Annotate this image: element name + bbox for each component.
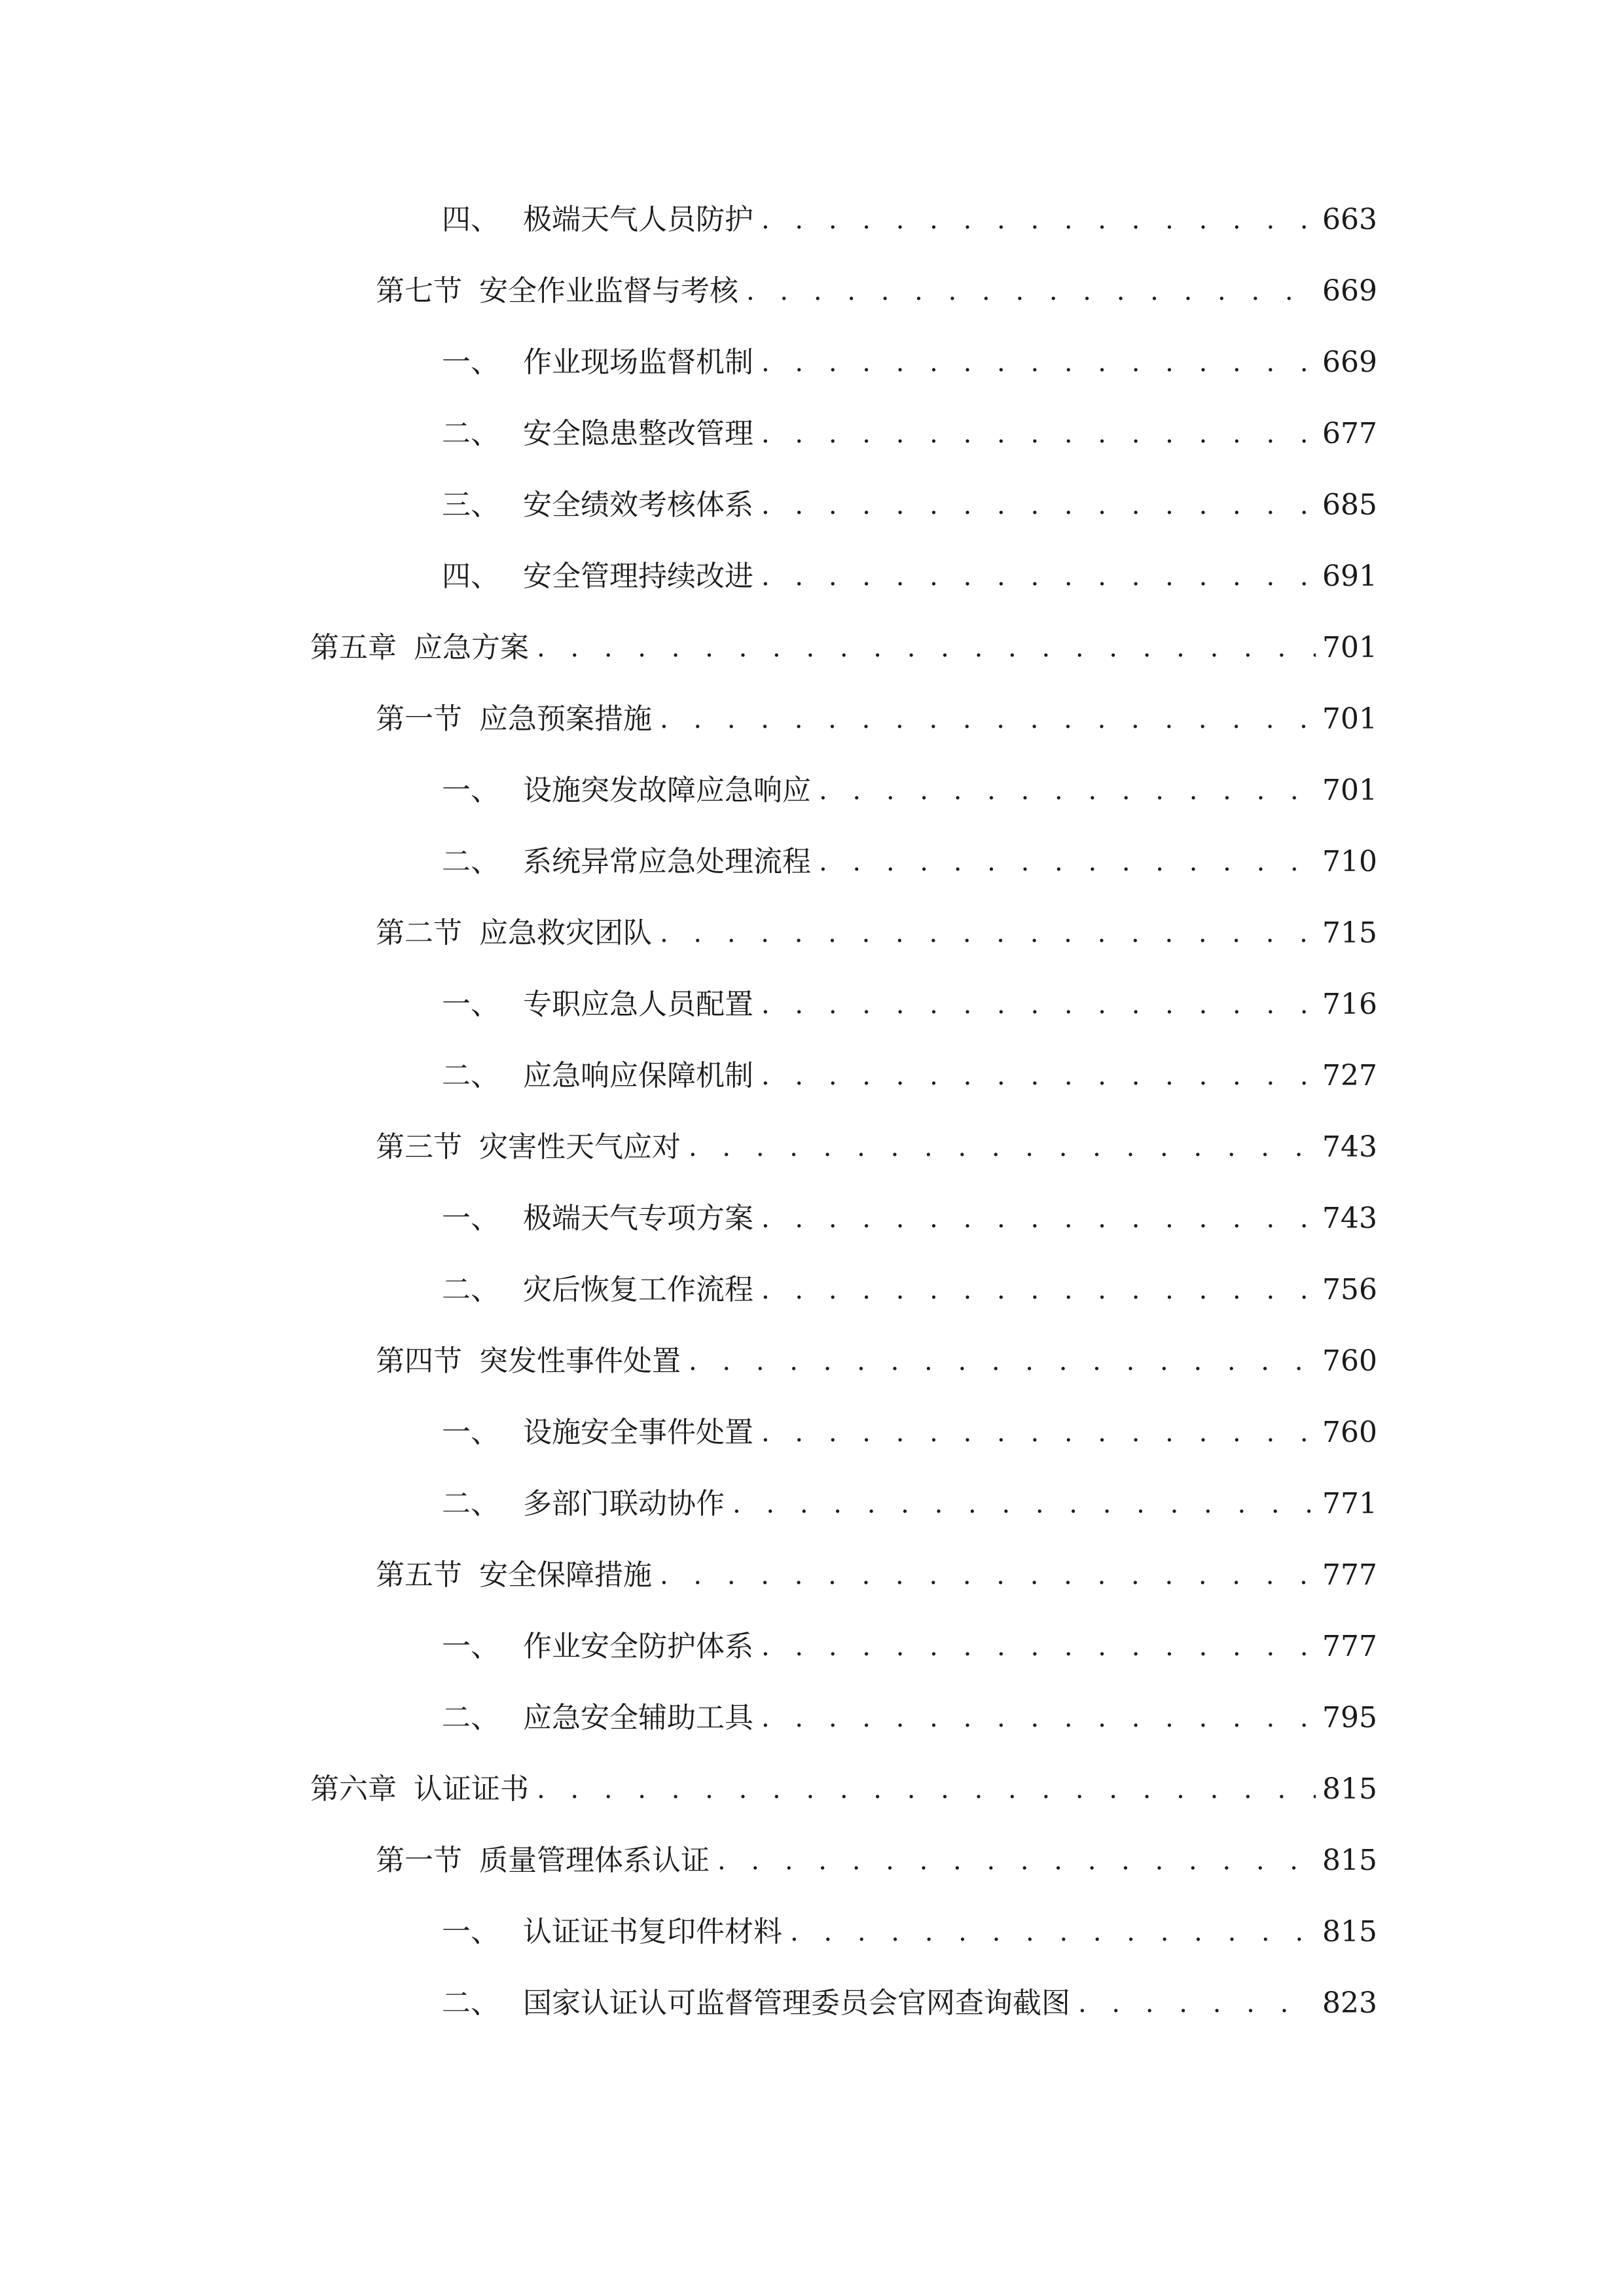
toc-entry-number: 四、 bbox=[442, 203, 499, 236]
toc-entry-number: 二、 bbox=[442, 845, 499, 878]
toc-entry[interactable] bbox=[442, 1621, 1377, 1673]
toc-entry-title: 应急安全辅助工具 bbox=[523, 1701, 753, 1734]
toc-dot-leader bbox=[761, 194, 1316, 246]
toc-entry-page: 760 bbox=[1322, 1344, 1377, 1378]
toc-entry-page: 771 bbox=[1322, 1487, 1377, 1520]
toc-entry-title: 质量管理体系认证 bbox=[479, 1844, 710, 1877]
toc-entry[interactable] bbox=[442, 836, 1377, 888]
toc-dot-leader bbox=[537, 622, 1316, 674]
toc-entry-title: 多部门联动协作 bbox=[523, 1487, 725, 1520]
toc-entry[interactable] bbox=[376, 1835, 1377, 1887]
toc-dot-leader bbox=[761, 1050, 1316, 1102]
toc-entry[interactable] bbox=[442, 1193, 1377, 1245]
toc-entry-number: 二、 bbox=[442, 1701, 499, 1734]
toc-dot-leader bbox=[761, 1264, 1316, 1316]
toc-entry-page: 743 bbox=[1322, 1130, 1377, 1164]
toc-entry-page: 701 bbox=[1322, 631, 1377, 664]
toc-entry-number: 一、 bbox=[442, 1630, 499, 1663]
toc-entry[interactable] bbox=[442, 1478, 1377, 1530]
toc-entry-title: 作业现场监督机制 bbox=[523, 346, 753, 379]
toc-entry[interactable] bbox=[376, 1121, 1377, 1174]
toc-entry-page: 669 bbox=[1322, 346, 1377, 379]
toc-entry-number: 二、 bbox=[442, 1986, 499, 2020]
toc-entry-number: 一、 bbox=[442, 346, 499, 379]
toc-entry-number: 一、 bbox=[442, 1416, 499, 1449]
toc-entry[interactable] bbox=[442, 194, 1377, 246]
toc-entry-number: 二、 bbox=[442, 1487, 499, 1520]
toc-dot-leader bbox=[732, 1478, 1316, 1530]
toc-entry-title: 应急方案 bbox=[414, 631, 529, 664]
toc-entry-page: 795 bbox=[1322, 1701, 1377, 1734]
toc-dot-leader bbox=[761, 1193, 1316, 1245]
toc-dot-leader bbox=[1078, 1977, 1316, 2030]
toc-entry-title: 系统异常应急处理流程 bbox=[523, 845, 811, 878]
toc-entry-page: 669 bbox=[1322, 274, 1377, 308]
toc-entry-title: 应急预案措施 bbox=[479, 702, 652, 736]
toc-entry[interactable] bbox=[376, 1549, 1377, 1602]
toc-entry-page: 701 bbox=[1322, 702, 1377, 736]
toc-entry-page: 727 bbox=[1322, 1059, 1377, 1092]
toc-entry[interactable] bbox=[442, 1906, 1377, 1958]
toc-entry[interactable] bbox=[442, 978, 1377, 1031]
toc-entry-page: 743 bbox=[1322, 1202, 1377, 1235]
toc-entry-title: 专职应急人员配置 bbox=[523, 988, 753, 1021]
toc-entry-chapter[interactable] bbox=[310, 622, 1377, 674]
toc-entry-page: 760 bbox=[1322, 1416, 1377, 1449]
toc-entry-number: 四、 bbox=[442, 560, 499, 593]
toc-dot-leader bbox=[761, 1407, 1316, 1459]
toc-entry-title: 安全隐患整改管理 bbox=[523, 417, 753, 450]
toc-entry-number: 第七节 bbox=[376, 274, 462, 308]
toc-entry-number: 一、 bbox=[442, 774, 499, 807]
toc-entry-page: 715 bbox=[1322, 916, 1377, 950]
toc-entry-page: 777 bbox=[1322, 1630, 1377, 1663]
toc-dot-leader bbox=[660, 907, 1316, 960]
toc-entry-title: 极端天气人员防护 bbox=[523, 203, 753, 236]
toc-entry-chapter[interactable] bbox=[310, 1763, 1377, 1816]
toc-entry-title: 设施安全事件处置 bbox=[523, 1416, 753, 1449]
toc-entry-title: 安全管理持续改进 bbox=[523, 560, 753, 593]
toc-entry-page: 756 bbox=[1322, 1273, 1377, 1306]
toc-entry-number: 二、 bbox=[442, 1059, 499, 1092]
toc-dot-leader bbox=[761, 978, 1316, 1031]
toc-entry-number: 第六章 bbox=[310, 1772, 397, 1806]
toc-entry[interactable] bbox=[442, 336, 1377, 389]
toc-entry-title: 国家认证认可监督管理委员会官网查询截图 bbox=[523, 1986, 1070, 2020]
toc-entry-number: 第二节 bbox=[376, 916, 462, 950]
toc-entry-number: 第一节 bbox=[376, 1844, 462, 1877]
toc-dot-leader bbox=[819, 836, 1316, 888]
toc-dot-leader bbox=[746, 265, 1316, 317]
toc-entry-number: 第三节 bbox=[376, 1130, 462, 1164]
toc-dot-leader bbox=[660, 693, 1316, 745]
toc-dot-leader bbox=[537, 1763, 1316, 1816]
toc-entry-page: 716 bbox=[1322, 988, 1377, 1021]
toc-entry-page: 677 bbox=[1322, 417, 1377, 450]
toc-entry[interactable] bbox=[442, 764, 1377, 817]
toc-entry[interactable] bbox=[442, 1050, 1377, 1102]
toc-entry[interactable] bbox=[442, 1407, 1377, 1459]
toc-dot-leader bbox=[819, 764, 1316, 817]
toc-entry[interactable] bbox=[442, 408, 1377, 460]
toc-entry-title: 极端天气专项方案 bbox=[523, 1202, 753, 1235]
toc-dot-leader bbox=[761, 1692, 1316, 1744]
toc-entry-number: 二、 bbox=[442, 1273, 499, 1306]
toc-dot-leader bbox=[761, 479, 1316, 531]
toc-entry[interactable] bbox=[442, 1977, 1377, 2030]
toc-entry[interactable] bbox=[376, 907, 1377, 960]
toc-entry-title: 灾害性天气应对 bbox=[479, 1130, 681, 1164]
toc-dot-leader bbox=[790, 1906, 1316, 1958]
toc-entry-number: 一、 bbox=[442, 988, 499, 1021]
toc-entry-page: 823 bbox=[1322, 1986, 1377, 2020]
toc-entry-number: 第一节 bbox=[376, 702, 462, 736]
toc-entry-title: 设施突发故障应急响应 bbox=[523, 774, 811, 807]
toc-dot-leader bbox=[689, 1335, 1316, 1388]
toc-dot-leader bbox=[660, 1549, 1316, 1602]
toc-entry[interactable] bbox=[376, 693, 1377, 745]
toc-entry-page: 815 bbox=[1322, 1772, 1377, 1806]
toc-entry-title: 作业安全防护体系 bbox=[523, 1630, 753, 1663]
toc-entry-page: 663 bbox=[1322, 203, 1377, 236]
toc-entry-title: 安全作业监督与考核 bbox=[479, 274, 738, 308]
toc-entry-page: 777 bbox=[1322, 1558, 1377, 1592]
toc-entry-title: 安全绩效考核体系 bbox=[523, 488, 753, 522]
toc-entry-number: 一、 bbox=[442, 1915, 499, 1948]
toc-entry-title: 应急响应保障机制 bbox=[523, 1059, 753, 1092]
toc-dot-leader bbox=[717, 1835, 1316, 1887]
toc-entry-title: 应急救灾团队 bbox=[479, 916, 652, 950]
toc-entry-number: 二、 bbox=[442, 417, 499, 450]
toc-entry-title: 认证证书复印件材料 bbox=[523, 1915, 782, 1948]
toc-entry-page: 815 bbox=[1322, 1915, 1377, 1948]
toc-entry-title: 灾后恢复工作流程 bbox=[523, 1273, 753, 1306]
toc-entry[interactable] bbox=[442, 479, 1377, 531]
toc-entry-number: 第四节 bbox=[376, 1344, 462, 1378]
toc-entry-number: 第五章 bbox=[310, 631, 397, 664]
toc-entry-title: 认证证书 bbox=[414, 1772, 529, 1806]
toc-entry-page: 685 bbox=[1322, 488, 1377, 522]
toc-entry[interactable] bbox=[376, 265, 1377, 317]
toc-dot-leader bbox=[689, 1121, 1316, 1174]
toc-entry-title: 突发性事件处置 bbox=[479, 1344, 681, 1378]
toc-dot-leader bbox=[761, 408, 1316, 460]
toc-entry-number: 三、 bbox=[442, 488, 499, 522]
toc-entry[interactable] bbox=[442, 1692, 1377, 1744]
toc-dot-leader bbox=[761, 550, 1316, 603]
toc-entry[interactable] bbox=[442, 550, 1377, 603]
toc-entry-number: 第五节 bbox=[376, 1558, 462, 1592]
toc-entry[interactable] bbox=[442, 1264, 1377, 1316]
toc-entry-page: 710 bbox=[1322, 845, 1377, 878]
toc-dot-leader bbox=[761, 1621, 1316, 1673]
toc-entry-page: 815 bbox=[1322, 1844, 1377, 1877]
toc-dot-leader bbox=[761, 336, 1316, 389]
toc-entry-page: 701 bbox=[1322, 774, 1377, 807]
toc-entry-title: 安全保障措施 bbox=[479, 1558, 652, 1592]
toc-entry-page: 691 bbox=[1322, 560, 1377, 593]
toc-entry-number: 一、 bbox=[442, 1202, 499, 1235]
toc-entry[interactable] bbox=[376, 1335, 1377, 1388]
